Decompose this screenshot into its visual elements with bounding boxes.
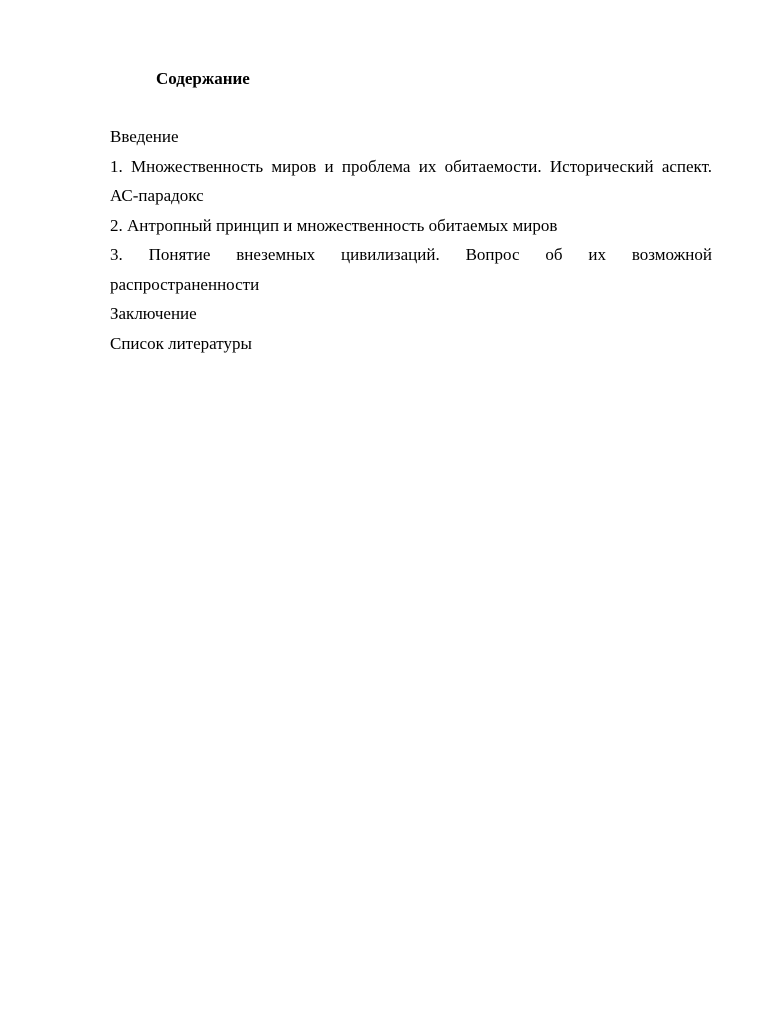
toc-item-conclusion: Заключение [110,304,197,323]
toc-item-introduction: Введение [110,127,179,146]
table-of-contents [110,122,712,358]
toc-item-chapter-3: 3. Понятие внеземных цивилизаций. Вопрос об их возможной распространенности [110,245,712,294]
toc-heading: Содержание [156,69,250,88]
toc-item-chapter-1: 1. Множественность миров и проблема их обитаемости. Исторический аспект. АС-парадокс [110,156,712,205]
toc-item-references: Список литературы [110,333,252,353]
toc-item-chapter-2: 2. Антропный принцип и множественность обитаемых миров [110,215,558,235]
